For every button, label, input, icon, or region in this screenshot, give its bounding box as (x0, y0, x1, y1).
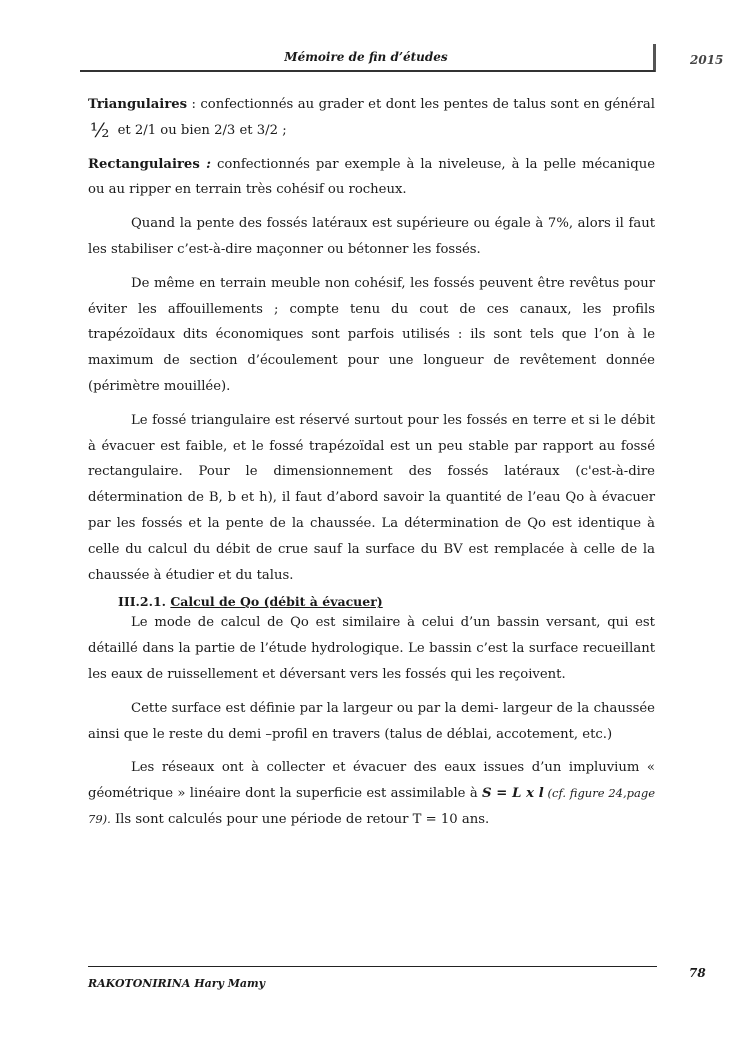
paragraph-mode-calcul: Le mode de calcul de Qo est similaire à celui d’un bassin versant, qui est détaillé dans la partie de l’étude hydrologique. Le bassin c’est la surface recueillant les eaux de ruissellement et déversant vers les fossés qui les reçoivent. (88, 615, 655, 682)
section-title: Calcul de Qo (débit à évacuer) (170, 594, 383, 610)
paragraph-text: Ils sont calculés pour une période de retour T = 10 ans. (110, 811, 490, 827)
paragraph-pente: Quand la pente des fossés latéraux est supérieure ou égale à 7%, alors il faut les stabiliser c’est-à-dire maçonner ou bétonner les fossés. (88, 216, 655, 257)
paragraph-text: confectionnés par exemple à la niveleuse, à la pelle mécanique ou au ripper en terrain très cohésif ou rocheux. (88, 156, 655, 198)
term-rectangulaires: Rectangulaires (88, 156, 200, 172)
paragraph-terrain-meuble: De même en terrain meuble non cohésif, les fossés peuvent être revêtus pour éviter les affouillements ; compte tenu du cout de ces canaux, les profils trapézoïdaux dits économiques sont parfois utilisés : ils sont tels que l’on à le maximum de section d’écoulement pour une longueur de revêtement donnée (périmètre mouillée). (88, 275, 655, 394)
running-header-title: Mémoire de fin d’études (284, 50, 448, 64)
term-colon: : (199, 156, 212, 172)
footer-author: RAKOTONIRINA Hary Mamy (88, 977, 266, 990)
header-year: 2015 (690, 53, 724, 67)
fraction-half: ½ (90, 117, 110, 142)
paragraph-surface: Cette surface est définie par la largeur ou par la demi- largeur de la chaussée ainsi que le reste du demi –profil en travers (talus de déblai, accotement, etc.) (88, 700, 655, 742)
page-body (88, 92, 655, 841)
paragraph-text: et 2/1 ou bien 2/3 et 3/2 ; (113, 122, 287, 138)
section-heading (118, 594, 655, 610)
section-number: III.2.1. (118, 594, 166, 610)
header-vertical-bar (653, 44, 656, 72)
paragraph-rectangulaires (88, 152, 655, 204)
formula-surface: S = L x l (482, 786, 544, 802)
paragraph-text: Les réseaux ont à collecter et évacuer des eaux issues d’un impluvium « géométrique » linéaire dont la superficie est assimilable à (88, 760, 655, 802)
paragraph-fosse-triangulaire: Le fossé triangulaire est réservé surtout pour les fossés en terre et si le débit à évacuer est faible, et le fossé trapézoïdal est un peu stable par rapport au fossé rectangulaire. Pour le dimensionnement des fossés latéraux (c'est-à-dire détermination de B, b et h), il faut d’abord savoir la quantité de l’eau Qo à évacuer par les fossés et la pente de la chaussée. La détermination de Qo est identique à celle du calcul du débit de crue sauf la surface du BV est remplacée à celle de la chaussée à étudier et du talus. (88, 412, 655, 583)
term-triangulaires: Triangulaires (88, 97, 188, 112)
paragraph-triangulaires (88, 92, 655, 144)
figure-reference: (cf. figure 24,page 79). (88, 786, 655, 826)
paragraph-reseaux (88, 755, 655, 832)
paragraph-text: : confectionnés au grader et dont les pentes de talus sont en général (187, 97, 655, 112)
footer-rule (88, 966, 657, 967)
header-rule (80, 70, 655, 72)
page-number: 78 (689, 966, 706, 980)
